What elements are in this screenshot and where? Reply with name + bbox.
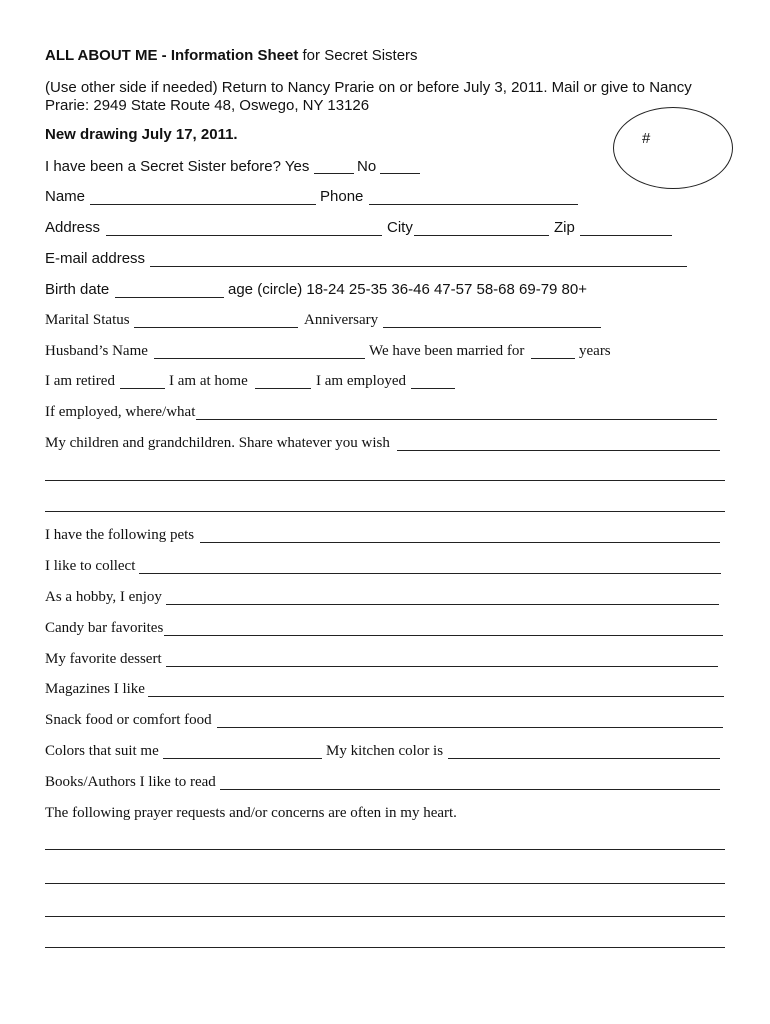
snack-field[interactable]	[217, 727, 723, 728]
address-field[interactable]	[106, 235, 382, 236]
marital-status-field[interactable]	[134, 327, 298, 328]
phone-field[interactable]	[369, 204, 578, 205]
collect-field[interactable]	[139, 573, 721, 574]
yes-blank[interactable]	[314, 173, 354, 174]
age-circle-options: age (circle) 18-24 25-35 36-46 47-57 58-68 69-79 80+	[228, 281, 587, 298]
instructions-line-2: Prarie: 2949 State Route 48, Oswego, NY 13126	[45, 97, 370, 114]
email-field[interactable]	[150, 266, 687, 267]
secret-sister-label	[45, 159, 309, 174]
marital-status-label: Marital Status	[45, 312, 130, 328]
at-home-label: I am at home	[169, 373, 248, 389]
name-field[interactable]	[90, 204, 316, 205]
husbands-name-label: Husband’s Name	[45, 343, 148, 359]
name-label: Name	[45, 188, 86, 205]
zip-label: Zip	[554, 219, 575, 236]
phone-label: Phone	[320, 188, 364, 205]
colors-label: Colors that suit me	[45, 743, 159, 759]
magazines-label: Magazines I like	[45, 681, 145, 697]
colors-field[interactable]	[163, 758, 322, 759]
page-title	[45, 48, 418, 63]
children-field[interactable]	[397, 450, 720, 451]
collect-label: I like to collect	[45, 558, 136, 574]
secret-sister-question: I have been a Secret Sister before?	[45, 158, 281, 175]
zip-field[interactable]	[580, 235, 672, 236]
city-label: City	[387, 219, 413, 236]
address-label: Address	[45, 219, 101, 236]
dessert-label: My favorite dessert	[45, 651, 162, 667]
hobby-label: As a hobby, I enjoy	[45, 589, 162, 605]
title-bold: ALL ABOUT ME - Information Sheet	[45, 47, 299, 64]
birth-date-field[interactable]	[115, 297, 224, 298]
new-drawing-date: New drawing July 17, 2011.	[45, 126, 238, 143]
books-label: Books/Authors I like to read	[45, 774, 216, 790]
yes-label: Yes	[284, 158, 310, 175]
prayer-line-2[interactable]	[45, 883, 725, 884]
children-label: My children and grandchildren. Share whatever you wish	[45, 435, 390, 451]
dessert-field[interactable]	[166, 666, 718, 667]
retired-label: I am retired	[45, 373, 115, 389]
title-rest: for Secret Sisters	[302, 47, 418, 64]
prayer-label: The following prayer requests and/or concerns are often in my heart.	[45, 805, 457, 821]
employed-label: I am employed	[316, 373, 406, 389]
candy-field[interactable]	[164, 635, 723, 636]
anniversary-field[interactable]	[383, 327, 601, 328]
married-for-label: We have been married for	[369, 343, 525, 359]
no-blank[interactable]	[380, 173, 420, 174]
employed-where-label: If employed, where/what	[45, 404, 196, 420]
magazines-field[interactable]	[148, 696, 724, 697]
years-label: years	[579, 343, 611, 359]
retired-blank[interactable]	[120, 388, 165, 389]
employed-where-field[interactable]	[196, 419, 717, 420]
at-home-blank[interactable]	[255, 388, 311, 389]
kitchen-color-field[interactable]	[448, 758, 720, 759]
children-extra-line-1[interactable]	[45, 480, 725, 481]
children-extra-line-2[interactable]	[45, 511, 725, 512]
number-oval	[613, 107, 733, 189]
prayer-line-4[interactable]	[45, 947, 725, 948]
city-field[interactable]	[414, 235, 549, 236]
pets-field[interactable]	[200, 542, 720, 543]
number-symbol: #	[642, 130, 651, 147]
prayer-line-1[interactable]	[45, 849, 725, 850]
books-field[interactable]	[220, 789, 720, 790]
prayer-line-3[interactable]	[45, 916, 725, 917]
husbands-name-field[interactable]	[154, 358, 365, 359]
kitchen-color-label: My kitchen color is	[326, 743, 444, 759]
hobby-field[interactable]	[166, 604, 719, 605]
email-label: E-mail address	[45, 250, 146, 267]
pets-label: I have the following pets	[45, 527, 195, 543]
snack-label: Snack food or comfort food	[45, 712, 212, 728]
anniversary-label: Anniversary	[304, 312, 379, 328]
candy-label: Candy bar favorites	[45, 620, 164, 636]
birth-date-label: Birth date	[45, 281, 110, 298]
employed-blank[interactable]	[411, 388, 455, 389]
no-label: No	[357, 158, 377, 175]
instructions-line-1: (Use other side if needed) Return to Nancy Prarie on or before July 3, 2011. Mail or give to Nancy	[45, 79, 692, 96]
married-years-field[interactable]	[531, 358, 575, 359]
